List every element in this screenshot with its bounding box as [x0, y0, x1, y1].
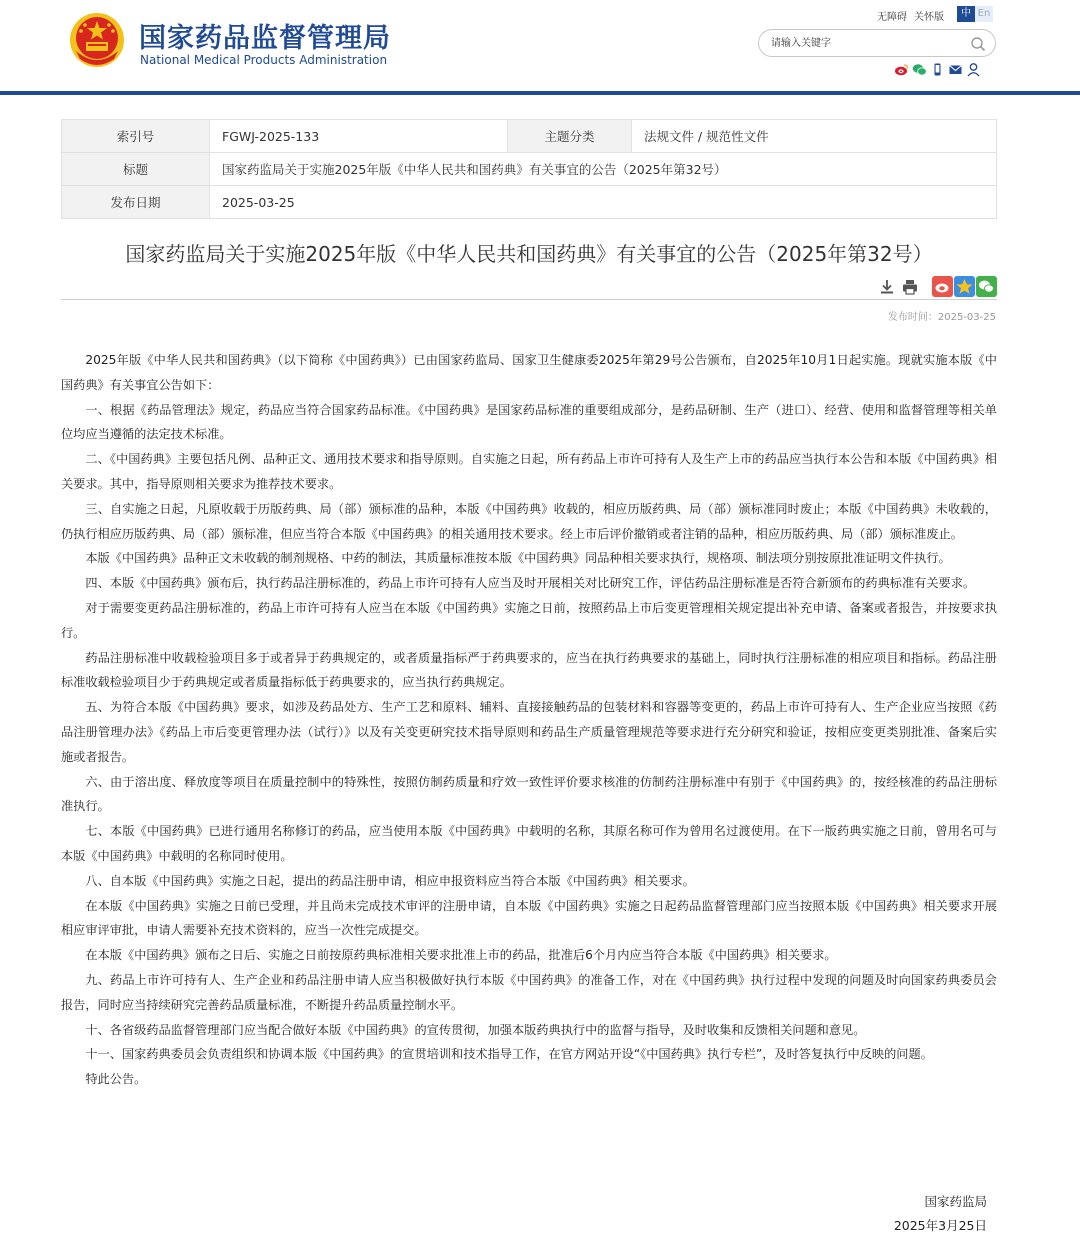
- search-input[interactable]: [771, 35, 967, 51]
- paragraph: 在本版《中国药典》颁布之日后、实施之日前按原药典标准相关要求批准上市的药品，批准后6个月内应当符合本版《中国药典》相关要求。: [85, 948, 837, 963]
- paragraph: 2025年版《中华人民共和国药典》（以下简称《中国药典》）已由国家药监局、国家卫生健康委2025年第29号公告颁布，自2025年10月1日起实施。现就实施本版《中国药典》有关事宜公告如下：: [61, 353, 997, 392]
- wechat-icon[interactable]: [912, 62, 927, 77]
- paragraph: 十、各省级药品监督管理部门应当配合做好本版《中国药典》的宣传贯彻，加强本版药典执行中的监督与指导，及时收集和反馈相关问题和意见。: [85, 1022, 866, 1037]
- mail-icon[interactable]: [948, 62, 963, 77]
- date-label: 发布日期: [62, 186, 210, 219]
- share-weibo-icon[interactable]: [932, 276, 953, 297]
- title-label: 标题: [62, 153, 210, 186]
- paragraph: 二、《中国药典》主要包括凡例、品种正文、通用技术要求和指导原则。自实施之日起，所有药品上市许可持有人及生产上市的药品应当执行本公告和本版《中国药典》相关要求。其中，指导原则相关要求为推荐技术要求。: [61, 452, 997, 491]
- share-buttons: [932, 276, 997, 297]
- title-value: 国家药监局关于实施2025年版《中华人民共和国药典》有关事宜的公告（2025年第32号）: [210, 153, 997, 186]
- paragraph: 药品注册标准中收载检验项目多于或者异于药典规定的，或者质量指标严于药典要求的，应当在执行药典要求的基础上，同时执行注册标准的相应项目和指标。药品注册标准收载检验项目少于药典规定或者质量指标低于药典要求的，应当执行药典规定。: [61, 650, 997, 690]
- language-switch: [957, 6, 993, 22]
- publish-time: 发布时间：2025-03-25: [887, 312, 996, 323]
- index-label: 索引号: [62, 120, 210, 153]
- table-row: [62, 186, 997, 219]
- weibo-icon[interactable]: [894, 62, 909, 77]
- paragraph: 对于需要变更药品注册标准的，药品上市许可持有人应当在本版《中国药典》实施之日前，按照药品上市后变更管理相关规定提出补充申请、备案或者报告，并按要求执行。: [61, 600, 997, 640]
- download-icon[interactable]: [878, 278, 896, 296]
- print-icon[interactable]: [901, 278, 919, 296]
- signature-date: 2025年3月25日: [893, 1218, 987, 1233]
- elder-mode-link[interactable]: 关怀版: [914, 12, 944, 23]
- table-row: [62, 153, 997, 186]
- paragraph: 本版《中国药典》品种正文未收载的制剂规格、中药的制法，其质量标准按本版《中国药典》同品种相关要求执行，规格项、制法项分别按原批准证明文件执行。: [85, 551, 951, 566]
- search-icon[interactable]: [970, 36, 986, 52]
- top-links: [877, 8, 951, 23]
- category-value: 法规文件 / 规范性文件: [631, 120, 996, 153]
- lang-english[interactable]: En: [975, 6, 993, 22]
- paragraph: 九、药品上市许可持有人、生产企业和药品注册申请人应当积极做好执行本版《中国药典》的准备工作，对在《中国药典》执行过程中发现的问题及时向国家药典委员会报告，同时应当持续研究完善药品质量标准，不断提升药品质量控制水平。: [61, 972, 997, 1012]
- site-subtitle: National Medical Products Administration: [140, 53, 388, 67]
- search-box: [758, 29, 996, 57]
- lang-chinese[interactable]: 中: [957, 6, 975, 22]
- paragraph: 五、为符合本版《中国药典》要求，如涉及药品处方、生产工艺和原料、辅料、直接接触药品的包装材料和容器等变更的，药品上市许可持有人、生产企业应当按照《药品注册管理办法》《药品上市后变更管理办法（试行）》以及有关变更研究技术指导原则和药品生产质量管理规范等要求进行充分研究和验证，按相应变更类别批准、备案后实施或者报告。: [61, 700, 997, 764]
- index-value: FGWJ-2025-133: [210, 120, 508, 153]
- paragraph: 十一、国家药典委员会负责组织和协调本版《中国药典》的宣贯培训和技术指导工作，在官方网站开设“《中国药典》执行专栏”，及时答复执行中反映的问题。: [85, 1047, 933, 1062]
- user-icon[interactable]: [966, 62, 981, 77]
- paragraph: 四、本版《中国药典》颁布后，执行药品注册标准的，药品上市许可持有人应当及时开展相关对比研究工作，评估药品注册标准是否符合新颁布的药典标准有关要求。: [85, 576, 976, 591]
- paragraph: 八、自本版《中国药典》实施之日起，提出的药品注册申请，相应申报资料应当符合本版《中国药典》相关要求。: [85, 873, 695, 888]
- social-links: [894, 62, 981, 77]
- article-body: [61, 348, 997, 1092]
- table-row: [62, 120, 997, 153]
- article-title: 国家药监局关于实施2025年版《中华人民共和国药典》有关事宜的公告（2025年第32号）: [125, 242, 933, 266]
- site-title[interactable]: 国家药品监督管理局: [139, 23, 391, 54]
- paragraph: 三、自实施之日起，凡原收载于历版药典、局（部）颁标准的品种，本版《中国药典》收载的，相应历版药典、局（部）颁标准同时废止；本版《中国药典》未收载的，仍执行相应历版药典、局（部）颁标准，但应当符合本版《中国药典》的相关通用技术要求。经上市后评价撤销或者注销的品种，相应历版药典、局（部）颁标准废止。: [61, 501, 997, 541]
- document-meta-table: [61, 119, 997, 219]
- paragraph: 特此公告。: [85, 1072, 147, 1087]
- signature-block: [61, 1190, 987, 1238]
- share-wechat-icon[interactable]: [976, 276, 997, 297]
- signature-org: 国家药监局: [924, 1194, 987, 1209]
- paragraph: 六、由于溶出度、释放度等项目在质量控制中的特殊性，按照仿制药质量和疗效一致性评价要求核准的仿制药注册标准中有别于《中国药典》的，按经核准的药品注册标准执行。: [61, 774, 997, 814]
- national-emblem-icon[interactable]: [68, 11, 126, 69]
- article-tools: [878, 278, 919, 296]
- share-qzone-icon[interactable]: [954, 276, 975, 297]
- title-divider: [61, 299, 997, 300]
- paragraph: 一、根据《药品管理法》规定，药品应当符合国家药品标准。《中国药典》是国家药品标准的重要组成部分，是药品研制、生产（进口）、经营、使用和监督管理等相关单位均应当遵循的法定技术标准。: [61, 402, 997, 442]
- date-value: 2025-03-25: [210, 186, 997, 219]
- mobile-icon[interactable]: [930, 62, 945, 77]
- paragraph: 在本版《中国药典》实施之日前已受理，并且尚未完成技术审评的注册申请，自本版《中国药典》实施之日起药品监督管理部门应当按照本版《中国药典》相关要求开展相应审评审批，申请人需要补充技术资料的，应当一次性完成提交。: [61, 898, 997, 938]
- header-divider: [0, 91, 1080, 95]
- accessibility-link[interactable]: 无障碍: [877, 12, 907, 23]
- site-header: [0, 0, 1080, 96]
- paragraph: 七、本版《中国药典》已进行通用名称修订的药品，应当使用本版《中国药典》中载明的名称，其原名称可作为曾用名过渡使用。在下一版药典实施之日前，曾用名可与本版《中国药典》中载明的名称同时使用。: [61, 824, 997, 863]
- category-label: 主题分类: [507, 120, 631, 153]
